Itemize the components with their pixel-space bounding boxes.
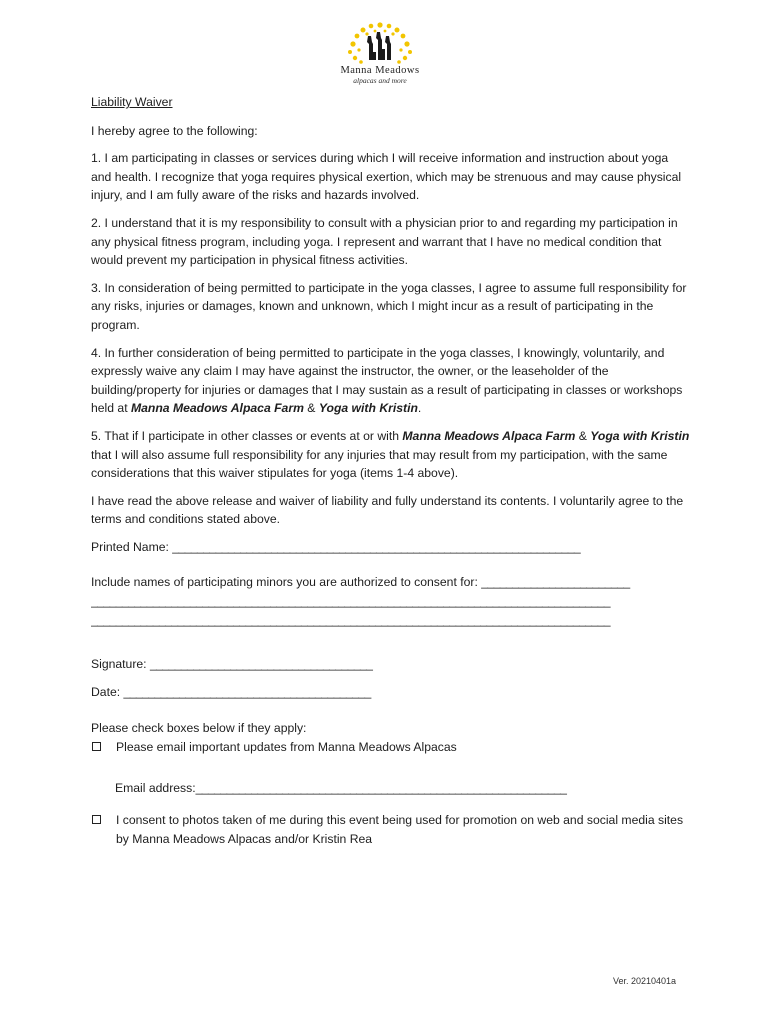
date-label: Date: [91, 684, 124, 699]
minors-field[interactable] [91, 573, 691, 629]
signature-line[interactable]: ____________________________________ [149, 657, 373, 672]
intro-text: I hereby agree to the following: [91, 123, 258, 138]
email-address-label: Email address: [115, 780, 196, 795]
minors-line-2[interactable]: ____________________________________________________________________________________ [91, 594, 610, 609]
email-address-field[interactable] [91, 779, 691, 798]
period: . [417, 401, 422, 416]
printed-name-label: Printed Name: [91, 539, 173, 554]
document-title: Liability Waiver [91, 95, 173, 109]
minors-line-1[interactable]: ________________________ [481, 575, 630, 590]
signature-field[interactable] [91, 655, 691, 674]
email-address-line[interactable]: ____________________________________________________________ [195, 780, 567, 795]
ampersand: & [575, 428, 591, 443]
brand-name: Manna Meadows [340, 65, 420, 76]
printed-name-line[interactable]: __________________________________________________________________ [172, 539, 581, 554]
email-updates-option[interactable] [91, 738, 691, 757]
photo-consent-option[interactable] [91, 811, 691, 848]
clause-5 [91, 427, 691, 483]
clause-2: 2. I understand that it is my responsibility to consult with a physician prior to and regarding my participation in any physical fitness program, including yoga. I represent and warrant that I have no medical condition that would prevent my participation in physical fitness activities. [91, 215, 678, 268]
checkbox-intro: Please check boxes below if they apply: [91, 721, 307, 736]
photo-consent-checkbox[interactable] [92, 815, 101, 824]
clause-5-rest: that I will also assume full responsibility for any injuries that may result from my participation, with the same considerations that this waiver stipulates for yoga (items 1-4 above). [91, 447, 668, 481]
clause-3: 3. In consideration of being permitted to participate in the yoga classes, I agree to assume full responsibility for any risks, injuries or damages, known and unknown, which I might incur as a result of participating in the program. [91, 280, 687, 332]
brand-tagline: alpacas and more [353, 76, 407, 85]
ampersand: & [303, 401, 319, 416]
clause-4 [91, 344, 691, 418]
alpaca-logo-icon [345, 22, 415, 64]
email-updates-label: Please email important updates from Manna Meadows Alpacas [116, 740, 457, 755]
yoga-name: Yoga with Kristin [590, 428, 690, 443]
clause-1: 1. I am participating in classes or services during which I will receive information and instruction about yoga and health. I recognize that yoga requires physical exertion, which may be strenuous and may cause physical injury, and I am fully aware of the risks and hazards involved. [91, 151, 682, 203]
logo [330, 22, 430, 92]
email-updates-checkbox[interactable] [92, 742, 101, 751]
clause-5-text: 5. That if I participate in other classes or events at or with [91, 428, 403, 443]
yoga-name: Yoga with Kristin [318, 401, 418, 416]
waiver-content [91, 93, 691, 848]
date-field[interactable] [91, 683, 691, 702]
farm-name: Manna Meadows Alpaca Farm [130, 401, 304, 416]
farm-name: Manna Meadows Alpaca Farm [402, 428, 576, 443]
date-line[interactable]: ________________________________________ [123, 684, 371, 699]
clause-4-text: 4. In further consideration of being permitted to participate in the yoga classes, I knowingly, voluntarily, and expressly waive any claim I may have against the instructor, the owner, or the leaseholder of the building/property for injuries or damages that I may sustain as a result of participating in classes or workshops held at [91, 345, 683, 416]
signature-label: Signature: [91, 657, 150, 672]
minors-label: Include names of participating minors you are authorized to consent for: [91, 575, 482, 590]
acknowledgement: I have read the above release and waiver of liability and fully understand its contents. I voluntarily agree to the terms and conditions stated above. [91, 493, 684, 527]
printed-name-field[interactable] [91, 538, 691, 557]
photo-consent-label: I consent to photos taken of me during this event being used for promotion on web and social media sites by Manna Meadows Alpacas and/or Kristin Rea [116, 813, 684, 846]
version-label: Ver. 20210401a [613, 976, 677, 986]
minors-line-3[interactable]: ____________________________________________________________________________________ [91, 612, 610, 627]
